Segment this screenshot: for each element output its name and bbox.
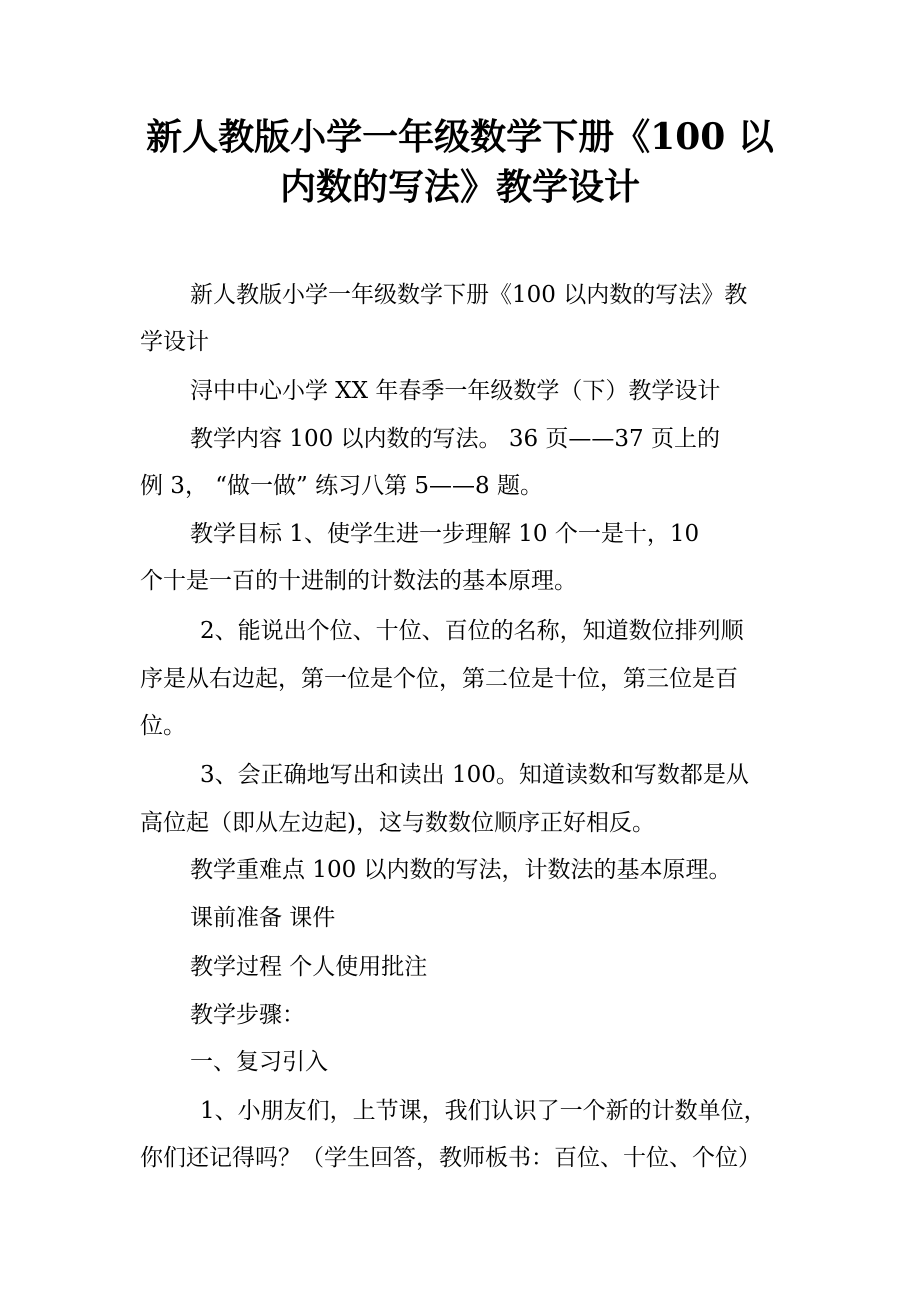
document-title-line-1: 新人教版小学一年级数学下册《100 以 <box>146 116 774 158</box>
paragraph-line: 浔中中心小学 XX 年春季一年级数学（下）教学设计 <box>190 378 721 404</box>
paragraph-line: 1、小朋友们，上节课，我们认识了一个新的计数单位， <box>200 1098 767 1124</box>
paragraph-line: 你们还记得吗？（学生回答，教师板书：百位、十位、个位） <box>140 1145 761 1171</box>
paragraph-line: 新人教版小学一年级数学下册《100 以内数的写法》教 <box>190 282 748 308</box>
paragraph-line: 例 3， “做一做” 练习八第 5——8 题。 <box>140 473 543 499</box>
paragraph-line: 学设计 <box>140 329 209 355</box>
paragraph-line: 教学重难点 100 以内数的写法，计数法的基本原理。 <box>190 857 732 883</box>
paragraph-line: 位。 <box>140 713 186 739</box>
paragraph-line: 3、会正确地写出和读出 100。知道读数和写数都是从 <box>200 762 749 788</box>
paragraph-line: 2、能说出个位、十位、百位的名称，知道数位排列顺 <box>200 618 744 644</box>
paragraph-line: 教学步骤： <box>190 1002 305 1028</box>
paragraph-line: 课前准备 课件 <box>190 905 336 931</box>
paragraph-line: 教学目标 1、使学生进一步理解 10 个一是十，10 <box>190 521 700 547</box>
paragraph-line: 教学过程 个人使用批注 <box>190 954 428 980</box>
paragraph-line: 个十是一百的十进制的计数法的基本原理。 <box>140 568 577 594</box>
paragraph-line: 一、复习引入 <box>190 1049 328 1075</box>
paragraph-line: 序是从右边起，第一位是个位，第二位是十位，第三位是百 <box>140 666 738 692</box>
paragraph-line: 高位起（即从左边起)，这与数数位顺序正好相反。 <box>140 810 655 836</box>
paragraph-line: 教学内容 100 以内数的写法。 36 页——37 页上的 <box>190 426 720 452</box>
document-title-line-2: 内数的写法》教学设计 <box>279 166 640 208</box>
